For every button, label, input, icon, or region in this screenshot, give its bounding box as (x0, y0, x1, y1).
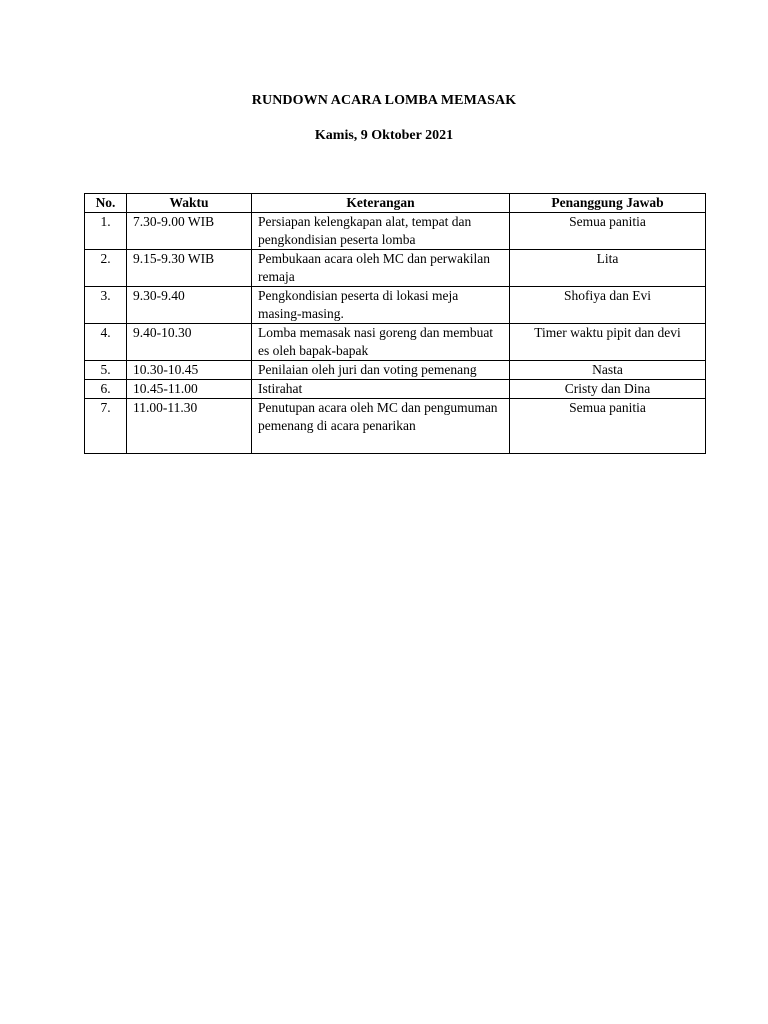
table-row (85, 250, 706, 287)
table-row (85, 361, 706, 380)
cell-no: 2. (85, 250, 127, 287)
table-row (85, 324, 706, 361)
cell-no: 7. (85, 399, 127, 454)
cell-keterangan: Penutupan acara oleh MC dan pengumuman pemenang di acara penarikan (252, 399, 510, 454)
header-waktu: Waktu (127, 194, 252, 213)
header-no: No. (85, 194, 127, 213)
cell-keterangan: Pembukaan acara oleh MC dan perwakilan remaja (252, 250, 510, 287)
rundown-table (84, 193, 706, 454)
table-row (85, 399, 706, 454)
cell-waktu: 9.40-10.30 (127, 324, 252, 361)
header-keterangan: Keterangan (252, 194, 510, 213)
cell-waktu: 9.15-9.30 WIB (127, 250, 252, 287)
cell-no: 6. (85, 380, 127, 399)
table-row (85, 287, 706, 324)
cell-penanggung-jawab: Semua panitia (510, 213, 706, 250)
cell-penanggung-jawab: Nasta (510, 361, 706, 380)
cell-keterangan: Penilaian oleh juri dan voting pemenang (252, 361, 510, 380)
cell-no: 1. (85, 213, 127, 250)
cell-penanggung-jawab: Semua panitia (510, 399, 706, 454)
cell-penanggung-jawab: Shofiya dan Evi (510, 287, 706, 324)
cell-waktu: 11.00-11.30 (127, 399, 252, 454)
cell-penanggung-jawab: Timer waktu pipit dan devi (510, 324, 706, 361)
cell-keterangan: Persiapan kelengkapan alat, tempat dan pengkondisian peserta lomba (252, 213, 510, 250)
cell-no: 5. (85, 361, 127, 380)
cell-waktu: 10.30-10.45 (127, 361, 252, 380)
table-row (85, 380, 706, 399)
table-header-row (85, 194, 706, 213)
cell-no: 4. (85, 324, 127, 361)
header-penanggung-jawab: Penanggung Jawab (510, 194, 706, 213)
document-title: RUNDOWN ACARA LOMBA MEMASAK (251, 93, 517, 108)
cell-keterangan: Pengkondisian peserta di lokasi meja masing-masing. (252, 287, 510, 324)
cell-waktu: 7.30-9.00 WIB (127, 213, 252, 250)
cell-waktu: 10.45-11.00 (127, 380, 252, 399)
cell-penanggung-jawab: Lita (510, 250, 706, 287)
cell-waktu: 9.30-9.40 (127, 287, 252, 324)
cell-no: 3. (85, 287, 127, 324)
cell-keterangan: Lomba memasak nasi goreng dan membuat es oleh bapak-bapak (252, 324, 510, 361)
document-date: Kamis, 9 Oktober 2021 (314, 128, 454, 143)
cell-penanggung-jawab: Cristy dan Dina (510, 380, 706, 399)
table-row (85, 213, 706, 250)
cell-keterangan: Istirahat (252, 380, 510, 399)
